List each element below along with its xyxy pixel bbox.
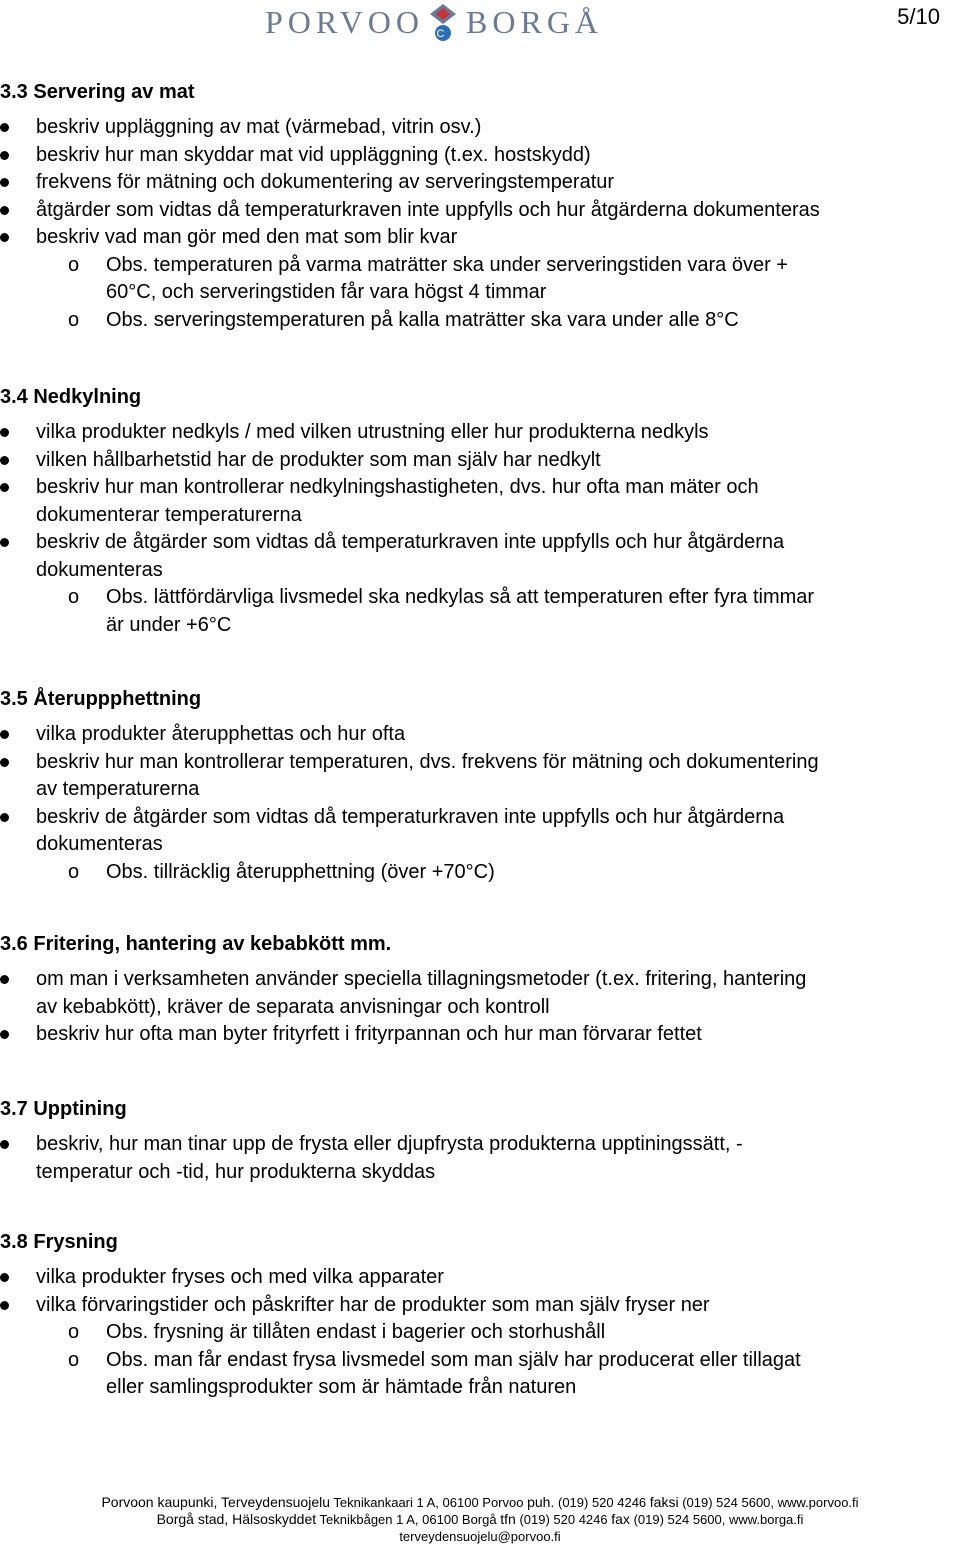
footer-faksi: (019) 524 5600, www.porvoo.fi — [682, 1495, 859, 1510]
bullet-item-line: vilka produkter nedkyls / med vilken utrustning eller hur produkterna nedkyls — [36, 421, 709, 443]
footer-puh: (019) 520 4246 — [557, 1495, 647, 1510]
bullet-item-line: beskriv hur man skyddar mat vid uppläggning (t.ex. hostskydd) — [36, 143, 591, 166]
section-heading: 3.5 Återuppphettning — [0, 688, 202, 710]
footer-tfn-label: tfn — [500, 1511, 516, 1527]
sub-item-line: eller samlingsprodukter som är hämtade från naturen — [106, 1376, 577, 1398]
bullet-icon — [0, 975, 9, 984]
bullet-icon — [0, 178, 9, 187]
bullet-item-line: beskriv vad man gör med den mat som blir kvar — [36, 226, 458, 248]
logo-text-left: PORVOO — [265, 3, 425, 40]
footer-faksi-label: faksi — [649, 1494, 679, 1510]
bullet-item-line: vilken hållbarhetstid har de produkter som man själv har nedkylt — [36, 448, 601, 471]
sub-bullet-icon: o — [68, 1321, 80, 1343]
bullet-icon — [0, 206, 9, 215]
sub-item-line: Obs. temperaturen på varma maträtter ska under serveringstiden vara över + — [106, 253, 788, 276]
sub-item-line: Obs. man får endast frysa livsmedel som man själv har producerat eller tillagat — [106, 1348, 801, 1371]
footer-addr-sv: Teknikbågen 1 A, 06100 Borgå — [319, 1512, 497, 1527]
page-footer — [0, 1494, 960, 1545]
bullet-item-line: temperatur och -tid, hur produkterna skyddas — [36, 1160, 436, 1183]
sub-item-line: Obs. frysning är tillåten endast i bagerier och storhushåll — [106, 1321, 606, 1343]
sub-item-line: Obs. serveringstemperaturen på kalla maträtter ska vara under alle 8°C — [106, 308, 739, 331]
bullet-icon — [0, 813, 9, 822]
sub-item-line: 60°C, och serveringstiden får vara högst 4 timmar — [106, 281, 547, 303]
bullet-item-line: åtgärder som vidtas då temperaturkraven inte uppfylls och hur åtgärderna dokumenteras — [36, 198, 820, 221]
page-header — [0, 0, 960, 50]
bullet-icon — [0, 1273, 9, 1282]
bullet-item-line: om man i verksamheten använder speciella tillagningsmetoder (t.ex. fritering, hantering — [36, 968, 807, 990]
sub-bullet-icon: o — [68, 860, 80, 883]
bullet-icon — [0, 758, 9, 767]
page-number: 5/10 — [897, 4, 940, 29]
svg-text:C: C — [436, 28, 450, 40]
bullet-item-line: vilka förvaringstider och påskrifter har de produkter som man själv fryser ner — [36, 1293, 710, 1316]
sub-bullet-icon: o — [68, 586, 80, 608]
bullet-item-line: vilka produkter fryses och med vilka apparater — [36, 1266, 444, 1288]
sub-item-line: är under +6°C — [106, 613, 232, 636]
bullet-item-line: beskriv, hur man tinar upp de frysta eller djupfrysta produkterna upptiningssätt, - — [36, 1133, 743, 1155]
sub-item-line: Obs. lättfördärvliga livsmedel ska nedkylas så att temperaturen efter fyra timmar — [106, 586, 815, 608]
footer-org-sv: Borgå stad, Hälsoskyddet — [156, 1511, 317, 1527]
sub-item-line: Obs. tillräcklig återupphettning (över +70°C) — [106, 860, 495, 883]
bullet-item-line: frekvens för mätning och dokumentering av serveringstemperatur — [36, 171, 615, 193]
bullet-icon — [0, 123, 9, 132]
bullet-item-line: beskriv uppläggning av mat (värmebad, vitrin osv.) — [36, 116, 482, 138]
bullet-item-line: dokumenteras — [36, 558, 163, 581]
footer-line-1 — [0, 1494, 960, 1511]
section-heading: 3.6 Fritering, hantering av kebabkött mm. — [0, 933, 392, 955]
footer-fax: (019) 524 5600, www.borga.fi — [633, 1512, 804, 1527]
bullet-icon — [0, 456, 9, 465]
bullet-icon — [0, 1030, 9, 1039]
sub-bullet-icon: o — [68, 308, 80, 331]
bullet-icon — [0, 151, 9, 160]
footer-fax-label: fax — [611, 1511, 630, 1527]
city-emblem-icon — [428, 2, 458, 42]
bullet-item-line: av kebabkött), kräver de separata anvisningar och kontroll — [36, 995, 550, 1018]
bullet-item-line: beskriv hur ofta man byter frityrfett i frityrpannan och hur man förvarar fettet — [36, 1023, 702, 1045]
footer-org-fi: Porvoon kaupunki, Terveydensuojelu — [101, 1494, 331, 1510]
bullet-item-line: dokumenteras — [36, 833, 163, 855]
footer-tfn: (019) 520 4246 — [519, 1512, 608, 1527]
bullet-item-line: beskriv de åtgärder som vidtas då temperaturkraven inte uppfylls och hur åtgärderna — [36, 805, 785, 828]
bullet-icon — [0, 730, 9, 739]
bullet-item-line: dokumenterar temperaturerna — [36, 503, 302, 526]
bullet-item-line: vilka produkter återupphettas och hur ofta — [36, 723, 406, 745]
sub-bullet-icon: o — [68, 253, 80, 276]
bullet-item-line: beskriv hur man kontrollerar nedkylningshastigheten, dvs. hur ofta man mäter och — [36, 476, 759, 498]
footer-puh-label: puh. — [527, 1494, 555, 1510]
bullet-icon — [0, 483, 9, 492]
footer-email: terveydensuojelu@porvoo.fi — [399, 1529, 561, 1544]
bullet-icon — [0, 538, 9, 547]
section-heading: 3.7 Upptining — [0, 1098, 127, 1120]
bullet-item-line: beskriv hur man kontrollerar temperaturen, dvs. frekvens för mätning och dokumentering — [36, 750, 819, 773]
section-heading: 3.3 Servering av mat — [0, 81, 195, 103]
bullet-item-line: av temperaturerna — [36, 778, 200, 800]
bullet-icon — [0, 1301, 9, 1310]
bullet-icon — [0, 233, 9, 242]
section-heading: 3.4 Nedkylning — [0, 386, 142, 408]
bullet-item-line: beskriv de åtgärder som vidtas då temperaturkraven inte uppfylls och hur åtgärderna — [36, 531, 785, 553]
footer-line-2 — [0, 1511, 960, 1528]
bullet-icon — [0, 1140, 9, 1149]
sub-bullet-icon: o — [68, 1348, 80, 1371]
bullet-icon — [0, 428, 9, 437]
footer-addr-fi: Teknikankaari 1 A, 06100 Porvoo — [333, 1495, 524, 1510]
section-heading: 3.8 Frysning — [0, 1231, 118, 1253]
logo-text-right: BORGÅ — [466, 3, 604, 40]
porvoo-borga-logo — [265, 2, 603, 42]
